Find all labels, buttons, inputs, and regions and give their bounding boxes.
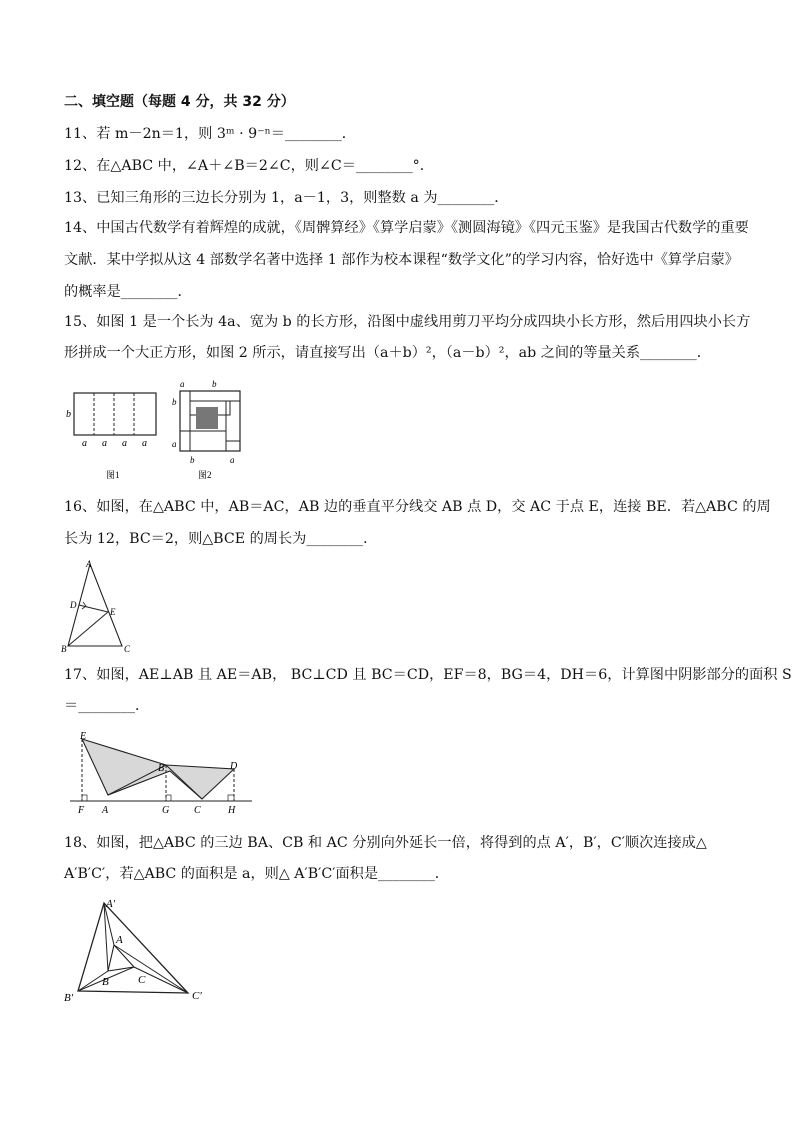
fig15-shaded-square — [196, 407, 218, 429]
fig15-label-a: a — [142, 438, 147, 449]
fig15-small-rect — [180, 391, 190, 431]
question-18-line2: A′B′C′，若△ABC 的面积是 a，则△ A′B′C′面积是________． — [64, 866, 449, 882]
fig16-label-b: B — [61, 644, 67, 654]
question-17-line2: ＝________． — [64, 698, 150, 714]
fig15-label-a: a — [122, 438, 127, 449]
question-17-line1: 17、如图，AE⊥AB 且 AE＝AB， BC⊥CD 且 BC＝CD，EF＝8，BG＝4，DH＝6，计算图中阴影部分的面积 S — [64, 667, 792, 683]
fig16-label-c: C — [124, 644, 131, 654]
fig18-segment-c1-a — [114, 945, 188, 993]
question-13: 13、已知三角形的三边长分别为 1，a－1，3，则整数 a 为________． — [64, 190, 509, 206]
fig15-label-a: a — [230, 455, 235, 465]
fig15-label-b: b — [212, 379, 217, 389]
fig18-label-a-prime: A′ — [106, 898, 116, 910]
question-14-line1: 14、中国古代数学有着辉煌的成就，《周髀算经》《算学启蒙》《测圆海镜》《四元玉鉴》是我国古代数学的重要 — [64, 220, 749, 236]
question-16-line1: 16、如图，在△ABC 中，AB＝AC，AB 边的垂直平分线交 AB 点 D，交 AC 于点 E，连接 BE．若△ABC 的周 — [64, 499, 771, 515]
fig15-label-b: b — [190, 455, 195, 465]
fig17-label-b: B — [158, 763, 165, 774]
question-11: 11、若 m－2n＝1，则 3ᵐ · 9⁻ⁿ＝________． — [64, 126, 356, 142]
fig17-label-a: A — [102, 805, 109, 816]
figure-17 — [62, 727, 262, 817]
figure-15 — [62, 375, 242, 485]
fig17-right-angle-mark — [82, 795, 87, 801]
fig17-label-d: D — [230, 761, 238, 772]
section-title: 二、填空题（每题 4 分，共 32 分） — [64, 94, 295, 110]
fig17-right-angle-mark — [166, 795, 171, 801]
fig15-small-rect — [226, 401, 240, 441]
fig18-label-c: C — [138, 974, 146, 986]
fig15-small-rect — [190, 431, 226, 451]
question-14-line3: 的概率是________． — [64, 284, 192, 300]
question-15-line2: 形拼成一个大正方形，如图 2 所示，请直接写出（a＋b）²，（a－b）²，ab 之间的等量关系________． — [64, 345, 711, 361]
fig16-label-d: D — [70, 600, 77, 610]
fig15-caption-2: 图2 — [198, 470, 212, 480]
fig16-label-a: A — [86, 559, 92, 569]
fig15-label-b: b — [66, 409, 71, 420]
question-16-line2: 长为 12，BC＝2，则△BCE 的周长为________． — [64, 531, 378, 547]
fig15-label-b: b — [172, 397, 177, 407]
fig18-label-b-prime: B′ — [64, 992, 74, 1004]
fig15-rectangle — [74, 393, 156, 435]
fig16-perpendicular-bisector — [79, 605, 108, 612]
fig16-label-e: E — [110, 607, 116, 617]
fig17-label-g: G — [162, 805, 170, 816]
fig17-label-e: E — [80, 731, 87, 742]
fig15-label-a: a — [172, 439, 177, 449]
fig18-label-a: A — [116, 934, 123, 946]
fig17-label-c: C — [194, 805, 201, 816]
fig15-caption-1: 图1 — [106, 470, 120, 480]
fig17-label-h: H — [228, 805, 236, 816]
fig18-label-b: B — [102, 976, 109, 988]
question-18-line1: 18、如图，把△ABC 的三边 BA、CB 和 AC 分别向外延长一倍，将得到的点 A′，B′，C′顺次连接成△ — [64, 835, 707, 851]
fig17-label-f: F — [78, 805, 85, 816]
figure-18 — [62, 893, 212, 1005]
fig15-label-a: a — [180, 379, 185, 389]
fig18-inner-triangle — [108, 945, 134, 971]
fig18-label-c-prime: C′ — [192, 990, 202, 1002]
question-12: 12、在△ABC 中，∠A＋∠B＝2∠C，则∠C＝________°． — [64, 158, 434, 174]
fig15-label-a: a — [82, 438, 87, 449]
fig16-segment-be — [68, 612, 108, 646]
figure-16 — [60, 558, 140, 656]
question-14-line2: 文献．某中学拟从这 4 部数学名著中选择 1 部作为校本课程“数学文化”的学习内容，恰好选中《算学启蒙》 — [64, 252, 739, 268]
question-15-line1: 15、如图 1 是一个长为 4a、宽为 b 的长方形，沿图中虚线用剪刀平均分成四块小长方形，然后用四块小长方 — [64, 314, 751, 330]
fig15-label-a: a — [102, 438, 107, 449]
fig17-right-angle-mark — [228, 795, 234, 801]
